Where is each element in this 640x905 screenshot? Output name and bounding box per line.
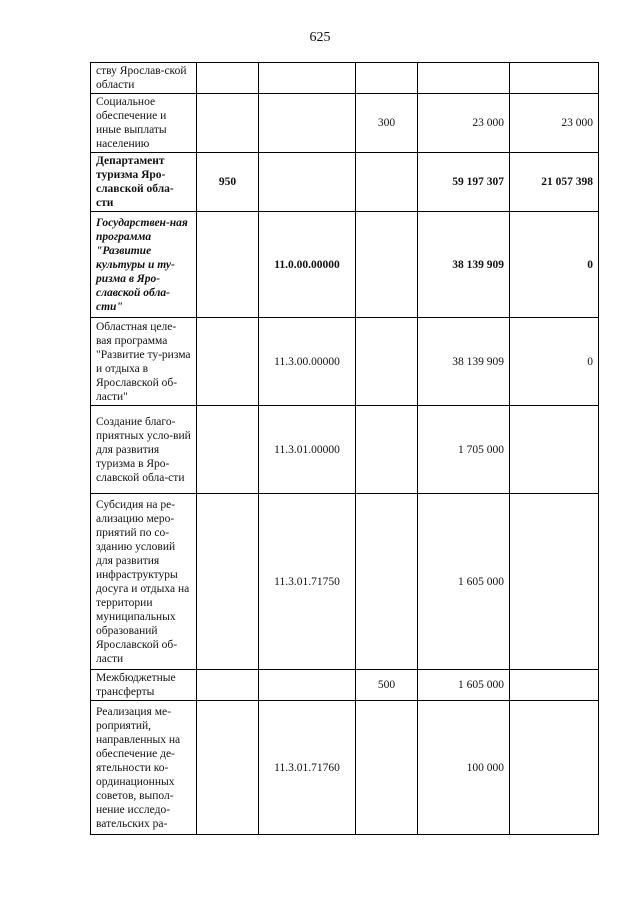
row-name-cell: Создание благо-приятных усло-вий для развития туризма в Яро-славской обла-сти bbox=[91, 406, 197, 494]
amount-first-year-cell bbox=[418, 63, 510, 94]
table-row bbox=[91, 318, 599, 406]
amount-second-year-cell: 0 bbox=[510, 212, 599, 318]
row-name-cell: Межбюджетные трансферты bbox=[91, 670, 197, 701]
amount-second-year-cell bbox=[510, 63, 599, 94]
table-row bbox=[91, 670, 599, 701]
row-name-cell: Государствен-ная программа "Развитие культуры и ту-ризма в Яро-славской обла-сти" bbox=[91, 212, 197, 318]
amount-first-year-cell: 38 139 909 bbox=[418, 318, 510, 406]
ministry-code-cell: 950 bbox=[197, 153, 259, 212]
amount-second-year-cell: 0 bbox=[510, 318, 599, 406]
target-article-cell bbox=[259, 63, 356, 94]
ministry-code-cell bbox=[197, 318, 259, 406]
ministry-code-cell bbox=[197, 701, 259, 835]
amount-first-year-cell: 100 000 bbox=[418, 701, 510, 835]
expense-type-cell bbox=[356, 212, 418, 318]
row-name-cell: Реализация ме-роприятий, направленных на обеспечение де-ятельности ко-ординационных советов, выпол-нение исследо-вательских ра- bbox=[91, 701, 197, 835]
expense-type-cell: 500 bbox=[356, 670, 418, 701]
amount-first-year-cell: 1 605 000 bbox=[418, 494, 510, 670]
target-article-cell bbox=[259, 153, 356, 212]
row-name-cell: Областная целе-вая программа "Развитие ту-ризма и отдыха в Ярославской об-ласти" bbox=[91, 318, 197, 406]
ministry-code-cell bbox=[197, 406, 259, 494]
ministry-code-cell bbox=[197, 494, 259, 670]
amount-first-year-cell: 1 705 000 bbox=[418, 406, 510, 494]
table-row bbox=[91, 406, 599, 494]
amount-second-year-cell bbox=[510, 494, 599, 670]
expense-type-cell: 300 bbox=[356, 94, 418, 153]
target-article-cell: 11.0.00.00000 bbox=[259, 212, 356, 318]
expense-type-cell bbox=[356, 153, 418, 212]
ministry-code-cell bbox=[197, 670, 259, 701]
amount-first-year-cell: 1 605 000 bbox=[418, 670, 510, 701]
table-row bbox=[91, 212, 599, 318]
target-article-cell: 11.3.00.00000 bbox=[259, 318, 356, 406]
ministry-code-cell bbox=[197, 212, 259, 318]
row-name-cell: Субсидия на ре-ализацию меро-приятий по со-зданию условий для развития инфраструктуры досуга и отдыха на территории муниципальных образований Ярославской об-ласти bbox=[91, 494, 197, 670]
expense-type-cell bbox=[356, 318, 418, 406]
target-article-cell: 11.3.01.71760 bbox=[259, 701, 356, 835]
row-name-cell: Социальное обеспечение и иные выплаты населению bbox=[91, 94, 197, 153]
budget-table bbox=[90, 62, 599, 835]
page-number: 625 bbox=[309, 30, 331, 45]
amount-second-year-cell bbox=[510, 406, 599, 494]
amount-first-year-cell: 38 139 909 bbox=[418, 212, 510, 318]
amount-second-year-cell: 21 057 398 bbox=[510, 153, 599, 212]
row-name-cell: ству Ярослав-ской области bbox=[91, 63, 197, 94]
amount-second-year-cell bbox=[510, 670, 599, 701]
target-article-cell bbox=[259, 670, 356, 701]
expense-type-cell bbox=[356, 494, 418, 670]
ministry-code-cell bbox=[197, 94, 259, 153]
ministry-code-cell bbox=[197, 63, 259, 94]
amount-first-year-cell: 59 197 307 bbox=[418, 153, 510, 212]
table-row bbox=[91, 63, 599, 94]
table-row bbox=[91, 701, 599, 835]
target-article-cell: 11.3.01.71750 bbox=[259, 494, 356, 670]
row-name-cell: Департамент туризма Яро-славской обла-сти bbox=[91, 153, 197, 212]
expense-type-cell bbox=[356, 406, 418, 494]
amount-first-year-cell: 23 000 bbox=[418, 94, 510, 153]
amount-second-year-cell bbox=[510, 701, 599, 835]
amount-second-year-cell: 23 000 bbox=[510, 94, 599, 153]
table-row bbox=[91, 94, 599, 153]
expense-type-cell bbox=[356, 63, 418, 94]
target-article-cell bbox=[259, 94, 356, 153]
table-row bbox=[91, 153, 599, 212]
expense-type-cell bbox=[356, 701, 418, 835]
table-row bbox=[91, 494, 599, 670]
target-article-cell: 11.3.01.00000 bbox=[259, 406, 356, 494]
